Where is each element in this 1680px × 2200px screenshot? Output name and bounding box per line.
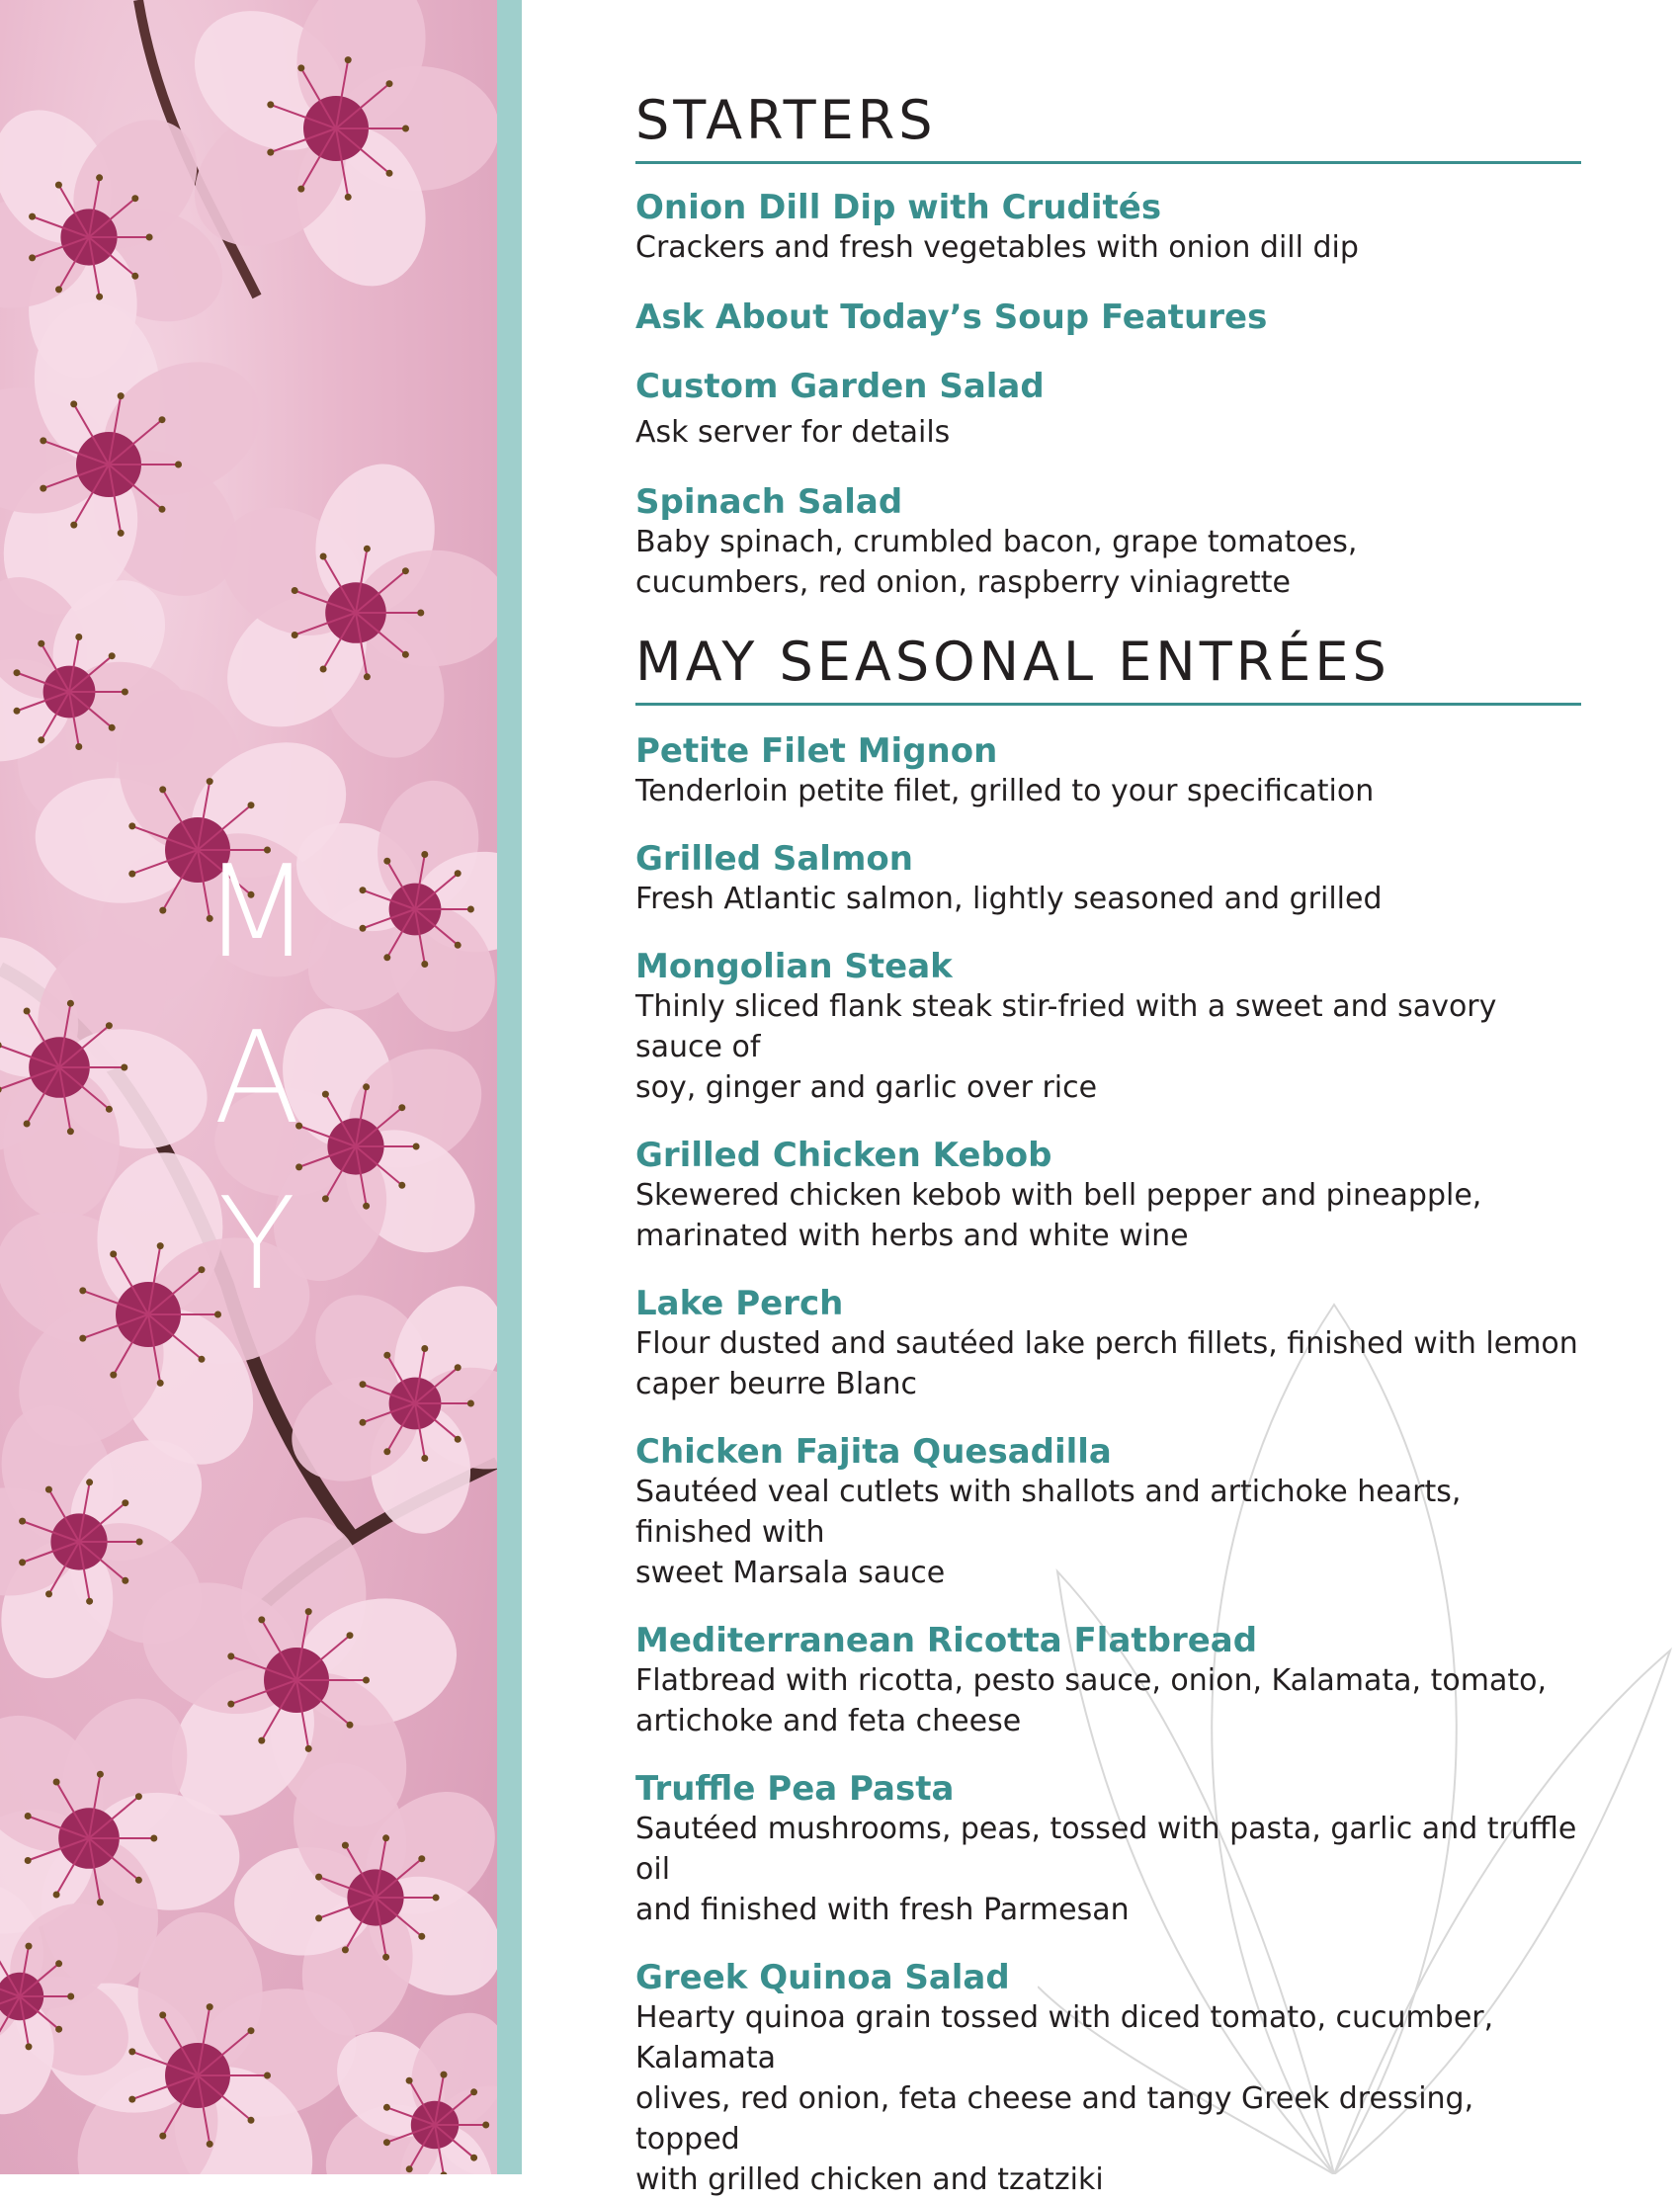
item-name: Chicken Fajita Quesadilla bbox=[635, 1432, 1112, 1472]
item-description: Hearty quinoa grain tossed with diced tomato, cucumber, Kalamata olives, red onion, feta cheese and tangy Greek dressing, topped with grilled chicken and tzatziki bbox=[635, 2000, 1494, 2197]
menu-item bbox=[635, 188, 1581, 268]
section-heading-starters: STARTERS bbox=[635, 89, 1581, 164]
menu-item bbox=[635, 1621, 1581, 1741]
item-name: Lake Perch bbox=[635, 1284, 844, 1323]
month-letter-2: A bbox=[213, 1005, 300, 1152]
item-name: Greek Quinoa Salad bbox=[635, 1958, 1010, 1997]
menu-item bbox=[635, 367, 1581, 453]
item-description: Crackers and fresh vegetables with onion dill dip bbox=[635, 230, 1359, 265]
item-name: Petite Filet Mignon bbox=[635, 731, 998, 771]
menu-item bbox=[635, 1769, 1581, 1930]
item-description: Skewered chicken kebob with bell pepper and pineapple, marinated with herbs and white wine bbox=[635, 1178, 1482, 1253]
menu-item bbox=[635, 1958, 1581, 2200]
item-description: Flatbread with ricotta, pesto sauce, onion, Kalamata, tomato, artichoke and feta cheese bbox=[635, 1663, 1547, 1738]
item-name: Grilled Salmon bbox=[635, 839, 913, 879]
item-name: Ask About Today’s Soup Features bbox=[635, 297, 1268, 337]
menu-item bbox=[635, 482, 1581, 603]
entrees-list bbox=[635, 731, 1581, 2200]
item-name: Mongolian Steak bbox=[635, 947, 953, 986]
item-description: Fresh Atlantic salmon, lightly seasoned and grilled bbox=[635, 882, 1383, 916]
item-name: Custom Garden Salad bbox=[635, 367, 1045, 406]
item-description: Thinly sliced flank steak stir-fried with a sweet and savory sauce of soy, ginger and garlic over rice bbox=[635, 989, 1497, 1105]
item-name: Spinach Salad bbox=[635, 482, 903, 522]
item-description: Ask server for details bbox=[635, 415, 951, 450]
month-letter-3: Y bbox=[217, 1171, 296, 1318]
item-description: Tenderloin petite filet, grilled to your specification bbox=[635, 774, 1375, 808]
starters-list bbox=[635, 188, 1581, 603]
blossom-flower bbox=[197, 451, 497, 776]
menu-item bbox=[635, 1284, 1581, 1404]
section-heading-entrees: MAY SEASONAL ENTRÉES bbox=[635, 631, 1581, 706]
menu-item bbox=[635, 297, 1581, 337]
month-letter-1: M bbox=[202, 839, 312, 986]
item-name: Grilled Chicken Kebob bbox=[635, 1136, 1052, 1175]
item-description: Sautéed mushrooms, peas, tossed with pasta, garlic and truffle oil and finished with fresh Parmesan bbox=[635, 1812, 1577, 1927]
menu-content bbox=[635, 89, 1581, 2200]
menu-item bbox=[635, 947, 1581, 1108]
month-vertical-title bbox=[183, 830, 331, 1328]
item-description: Baby spinach, crumbled bacon, grape tomatoes, cucumbers, red onion, raspberry viniagrette bbox=[635, 525, 1358, 600]
menu-item bbox=[635, 1136, 1581, 1256]
menu-item bbox=[635, 731, 1581, 811]
accent-stripe bbox=[497, 0, 522, 2174]
item-description: Sautéed veal cutlets with shallots and artichoke hearts, finished with sweet Marsala sauce bbox=[635, 1475, 1462, 1590]
item-name: Truffle Pea Pasta bbox=[635, 1769, 955, 1809]
cherry-blossom-photo bbox=[0, 0, 497, 2174]
menu-item bbox=[635, 839, 1581, 919]
item-name: Mediterranean Ricotta Flatbread bbox=[635, 1621, 1258, 1660]
item-description: Flour dusted and sautéed lake perch fillets, finished with lemon caper beurre Blanc bbox=[635, 1326, 1578, 1401]
item-name: Onion Dill Dip with Crudités bbox=[635, 188, 1162, 227]
menu-item bbox=[635, 1432, 1581, 1593]
